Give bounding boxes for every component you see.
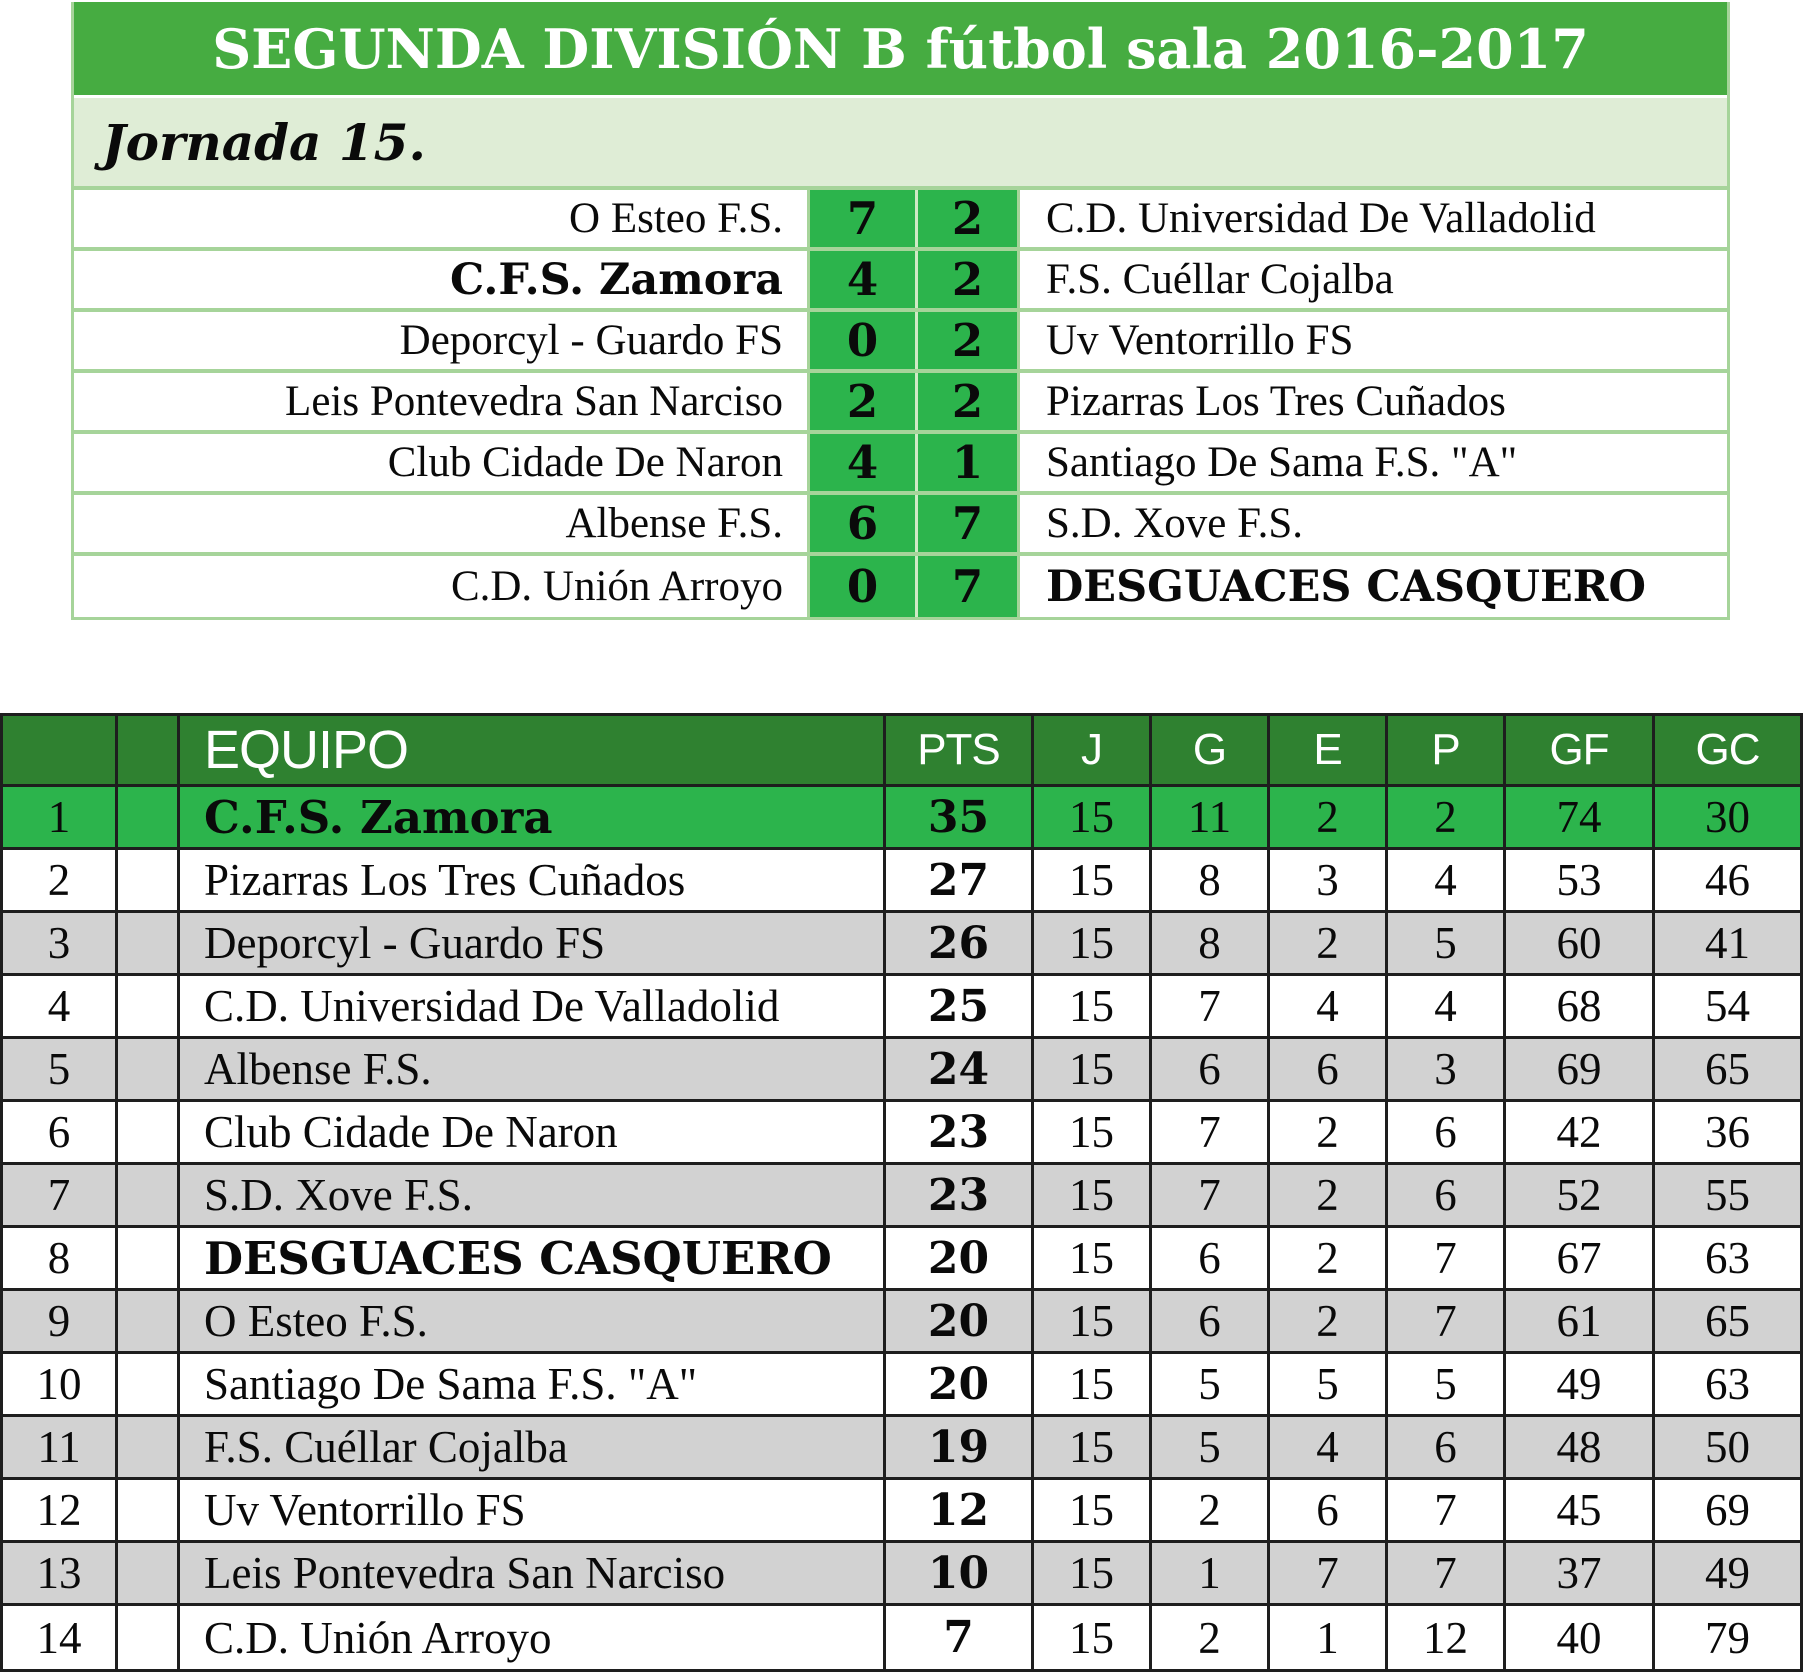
results-title-bar bbox=[74, 2, 1727, 95]
standings-row bbox=[3, 850, 1800, 913]
away-team-cell: Pizarras Los Tres Cuñados bbox=[1046, 378, 1506, 425]
gc-cell: 49 bbox=[1652, 1543, 1800, 1603]
match-row bbox=[74, 312, 1727, 373]
gf-cell: 40 bbox=[1503, 1606, 1652, 1669]
standings-row bbox=[3, 1417, 1800, 1480]
pts-cell: 23 bbox=[883, 1165, 1031, 1225]
movement-cell bbox=[115, 1228, 177, 1288]
match-row bbox=[74, 251, 1727, 312]
away-score-cell: 1 bbox=[918, 434, 1020, 491]
away-team-cell: C.D. Universidad De Valladolid bbox=[1046, 195, 1596, 242]
j-cell: 15 bbox=[1031, 1039, 1149, 1099]
header-cell-position bbox=[3, 716, 115, 784]
header-cell-g: G bbox=[1149, 716, 1267, 784]
position-cell: 5 bbox=[47, 1044, 71, 1094]
team-cell: Albense F.S. bbox=[177, 1039, 883, 1099]
pts-cell: 19 bbox=[883, 1417, 1031, 1477]
j-cell: 15 bbox=[1031, 850, 1149, 910]
g-cell: 2 bbox=[1149, 1606, 1267, 1669]
standings-table bbox=[0, 713, 1803, 1672]
team-cell: Uv Ventorrillo FS bbox=[177, 1480, 883, 1540]
position-cell: 12 bbox=[36, 1485, 82, 1535]
g-cell: 7 bbox=[1149, 1102, 1267, 1162]
e-cell: 2 bbox=[1267, 913, 1385, 973]
p-cell: 7 bbox=[1385, 1480, 1503, 1540]
pts-cell: 20 bbox=[883, 1291, 1031, 1351]
j-cell: 15 bbox=[1031, 1228, 1149, 1288]
e-cell: 2 bbox=[1267, 1102, 1385, 1162]
pts-cell: 10 bbox=[883, 1543, 1031, 1603]
match-list bbox=[74, 190, 1727, 617]
team-cell: DESGUACES CASQUERO bbox=[177, 1228, 883, 1288]
gc-cell: 65 bbox=[1652, 1039, 1800, 1099]
j-cell: 15 bbox=[1031, 1543, 1149, 1603]
gf-cell: 74 bbox=[1503, 787, 1652, 847]
gc-cell: 69 bbox=[1652, 1480, 1800, 1540]
e-cell: 2 bbox=[1267, 1291, 1385, 1351]
position-cell: 7 bbox=[47, 1170, 71, 1220]
j-cell: 15 bbox=[1031, 1102, 1149, 1162]
match-row bbox=[74, 556, 1727, 617]
e-cell: 1 bbox=[1267, 1606, 1385, 1669]
p-cell: 7 bbox=[1385, 1291, 1503, 1351]
away-score-cell: 2 bbox=[918, 190, 1020, 247]
team-cell: S.D. Xove F.S. bbox=[177, 1165, 883, 1225]
g-cell: 5 bbox=[1149, 1417, 1267, 1477]
g-cell: 6 bbox=[1149, 1228, 1267, 1288]
position-cell: 8 bbox=[47, 1233, 71, 1283]
j-cell: 15 bbox=[1031, 1606, 1149, 1669]
e-cell: 7 bbox=[1267, 1543, 1385, 1603]
g-cell: 8 bbox=[1149, 913, 1267, 973]
g-cell: 7 bbox=[1149, 976, 1267, 1036]
home-score-cell: 7 bbox=[807, 190, 918, 247]
j-cell: 15 bbox=[1031, 1165, 1149, 1225]
results-table bbox=[71, 2, 1730, 620]
gc-cell: 41 bbox=[1652, 913, 1800, 973]
j-cell: 15 bbox=[1031, 976, 1149, 1036]
gf-cell: 69 bbox=[1503, 1039, 1652, 1099]
g-cell: 5 bbox=[1149, 1354, 1267, 1414]
e-cell: 3 bbox=[1267, 850, 1385, 910]
g-cell: 11 bbox=[1149, 787, 1267, 847]
gf-cell: 45 bbox=[1503, 1480, 1652, 1540]
standings-row bbox=[3, 1606, 1800, 1669]
j-cell: 15 bbox=[1031, 1291, 1149, 1351]
p-cell: 2 bbox=[1385, 787, 1503, 847]
gc-cell: 54 bbox=[1652, 976, 1800, 1036]
standings-row bbox=[3, 1102, 1800, 1165]
gc-cell: 63 bbox=[1652, 1354, 1800, 1414]
header-cell-gc: GC bbox=[1652, 716, 1800, 784]
e-cell: 6 bbox=[1267, 1480, 1385, 1540]
match-row bbox=[74, 190, 1727, 251]
team-cell: C.F.S. Zamora bbox=[177, 787, 883, 847]
header-cell-equipo: EQUIPO bbox=[177, 716, 883, 784]
movement-cell bbox=[115, 976, 177, 1036]
gf-cell: 60 bbox=[1503, 913, 1652, 973]
e-cell: 5 bbox=[1267, 1354, 1385, 1414]
team-cell: Pizarras Los Tres Cuñados bbox=[177, 850, 883, 910]
movement-cell bbox=[115, 787, 177, 847]
header-cell-e: E bbox=[1267, 716, 1385, 784]
standings-row bbox=[3, 1354, 1800, 1417]
position-cell: 9 bbox=[47, 1296, 71, 1346]
j-cell: 15 bbox=[1031, 1480, 1149, 1540]
p-cell: 5 bbox=[1385, 913, 1503, 973]
home-score-cell: 0 bbox=[807, 556, 918, 617]
position-cell: 10 bbox=[36, 1359, 82, 1409]
g-cell: 6 bbox=[1149, 1291, 1267, 1351]
movement-cell bbox=[115, 1291, 177, 1351]
home-team-cell: Albense F.S. bbox=[565, 500, 783, 547]
header-cell-pts: PTS bbox=[883, 716, 1031, 784]
position-cell: 2 bbox=[47, 855, 71, 905]
j-cell: 15 bbox=[1031, 913, 1149, 973]
gc-cell: 50 bbox=[1652, 1417, 1800, 1477]
header-cell-j: J bbox=[1031, 716, 1149, 784]
e-cell: 4 bbox=[1267, 976, 1385, 1036]
home-score-cell: 6 bbox=[807, 495, 918, 552]
e-cell: 2 bbox=[1267, 1165, 1385, 1225]
gc-cell: 55 bbox=[1652, 1165, 1800, 1225]
team-cell: Deporcyl - Guardo FS bbox=[177, 913, 883, 973]
p-cell: 7 bbox=[1385, 1228, 1503, 1288]
gf-cell: 61 bbox=[1503, 1291, 1652, 1351]
standings-row bbox=[3, 976, 1800, 1039]
pts-cell: 26 bbox=[883, 913, 1031, 973]
team-cell: Leis Pontevedra San Narciso bbox=[177, 1543, 883, 1603]
e-cell: 2 bbox=[1267, 1228, 1385, 1288]
away-score-cell: 7 bbox=[918, 556, 1020, 617]
standings-body bbox=[3, 787, 1800, 1669]
team-cell: Club Cidade De Naron bbox=[177, 1102, 883, 1162]
team-cell: F.S. Cuéllar Cojalba bbox=[177, 1417, 883, 1477]
pts-cell: 35 bbox=[883, 787, 1031, 847]
movement-cell bbox=[115, 1543, 177, 1603]
position-cell: 13 bbox=[36, 1548, 82, 1598]
position-cell: 11 bbox=[37, 1422, 81, 1472]
gf-cell: 48 bbox=[1503, 1417, 1652, 1477]
standings-row bbox=[3, 787, 1800, 850]
gc-cell: 79 bbox=[1652, 1606, 1800, 1669]
team-cell: O Esteo F.S. bbox=[177, 1291, 883, 1351]
jornada-label: Jornada 15. bbox=[102, 112, 426, 172]
standings-row bbox=[3, 1480, 1800, 1543]
movement-cell bbox=[115, 1039, 177, 1099]
gc-cell: 36 bbox=[1652, 1102, 1800, 1162]
position-cell: 4 bbox=[47, 981, 71, 1031]
gc-cell: 65 bbox=[1652, 1291, 1800, 1351]
gf-cell: 37 bbox=[1503, 1543, 1652, 1603]
away-team-cell: F.S. Cuéllar Cojalba bbox=[1046, 256, 1394, 303]
position-cell: 3 bbox=[47, 918, 71, 968]
match-row bbox=[74, 495, 1727, 556]
pts-cell: 7 bbox=[883, 1606, 1031, 1669]
header-cell-gf: GF bbox=[1503, 716, 1652, 784]
match-row bbox=[74, 434, 1727, 495]
movement-cell bbox=[115, 1165, 177, 1225]
g-cell: 2 bbox=[1149, 1480, 1267, 1540]
away-team-cell: DESGUACES CASQUERO bbox=[1046, 561, 1646, 612]
away-score-cell: 2 bbox=[918, 373, 1020, 430]
standings-row bbox=[3, 1291, 1800, 1354]
jornada-row bbox=[74, 95, 1727, 190]
pts-cell: 27 bbox=[883, 850, 1031, 910]
p-cell: 5 bbox=[1385, 1354, 1503, 1414]
e-cell: 2 bbox=[1267, 787, 1385, 847]
header-cell-p: P bbox=[1385, 716, 1503, 784]
home-score-cell: 0 bbox=[807, 312, 918, 369]
position-cell: 14 bbox=[36, 1612, 82, 1663]
gc-cell: 63 bbox=[1652, 1228, 1800, 1288]
home-team-cell: C.F.S. Zamora bbox=[449, 254, 783, 305]
standings-header-row bbox=[3, 716, 1800, 787]
movement-cell bbox=[115, 1417, 177, 1477]
match-row bbox=[74, 373, 1727, 434]
movement-cell bbox=[115, 1606, 177, 1669]
gf-cell: 68 bbox=[1503, 976, 1652, 1036]
j-cell: 15 bbox=[1031, 1354, 1149, 1414]
away-score-cell: 2 bbox=[918, 251, 1020, 308]
position-cell: 6 bbox=[47, 1107, 71, 1157]
gf-cell: 67 bbox=[1503, 1228, 1652, 1288]
header-cell-movement bbox=[115, 716, 177, 784]
movement-cell bbox=[115, 1102, 177, 1162]
gc-cell: 46 bbox=[1652, 850, 1800, 910]
j-cell: 15 bbox=[1031, 1417, 1149, 1477]
gc-cell: 30 bbox=[1652, 787, 1800, 847]
p-cell: 6 bbox=[1385, 1417, 1503, 1477]
position-cell: 1 bbox=[47, 792, 71, 842]
team-cell: C.D. Unión Arroyo bbox=[177, 1606, 883, 1669]
movement-cell bbox=[115, 913, 177, 973]
away-score-cell: 2 bbox=[918, 312, 1020, 369]
g-cell: 8 bbox=[1149, 850, 1267, 910]
standings-row bbox=[3, 1228, 1800, 1291]
standings-row bbox=[3, 913, 1800, 976]
home-team-cell: Club Cidade De Naron bbox=[387, 439, 783, 486]
p-cell: 12 bbox=[1385, 1606, 1503, 1669]
pts-cell: 23 bbox=[883, 1102, 1031, 1162]
p-cell: 4 bbox=[1385, 976, 1503, 1036]
away-team-cell: Santiago De Sama F.S. "A" bbox=[1046, 439, 1518, 486]
home-team-cell: Leis Pontevedra San Narciso bbox=[285, 378, 783, 425]
standings-row bbox=[3, 1165, 1800, 1228]
home-score-cell: 4 bbox=[807, 434, 918, 491]
home-score-cell: 2 bbox=[807, 373, 918, 430]
p-cell: 3 bbox=[1385, 1039, 1503, 1099]
g-cell: 7 bbox=[1149, 1165, 1267, 1225]
p-cell: 4 bbox=[1385, 850, 1503, 910]
home-team-cell: C.D. Unión Arroyo bbox=[450, 563, 783, 610]
away-team-cell: Uv Ventorrillo FS bbox=[1046, 317, 1354, 364]
pts-cell: 25 bbox=[883, 976, 1031, 1036]
pts-cell: 24 bbox=[883, 1039, 1031, 1099]
home-team-cell: Deporcyl - Guardo FS bbox=[399, 317, 783, 364]
team-cell: C.D. Universidad De Valladolid bbox=[177, 976, 883, 1036]
movement-cell bbox=[115, 1480, 177, 1540]
movement-cell bbox=[115, 850, 177, 910]
e-cell: 4 bbox=[1267, 1417, 1385, 1477]
pts-cell: 20 bbox=[883, 1354, 1031, 1414]
team-cell: Santiago De Sama F.S. "A" bbox=[177, 1354, 883, 1414]
g-cell: 1 bbox=[1149, 1543, 1267, 1603]
away-score-cell: 7 bbox=[918, 495, 1020, 552]
g-cell: 6 bbox=[1149, 1039, 1267, 1099]
p-cell: 6 bbox=[1385, 1165, 1503, 1225]
p-cell: 6 bbox=[1385, 1102, 1503, 1162]
home-score-cell: 4 bbox=[807, 251, 918, 308]
gf-cell: 53 bbox=[1503, 850, 1652, 910]
standings-row bbox=[3, 1039, 1800, 1102]
standings-row bbox=[3, 1543, 1800, 1606]
gf-cell: 52 bbox=[1503, 1165, 1652, 1225]
away-team-cell: S.D. Xove F.S. bbox=[1046, 500, 1303, 547]
gf-cell: 49 bbox=[1503, 1354, 1652, 1414]
e-cell: 6 bbox=[1267, 1039, 1385, 1099]
pts-cell: 12 bbox=[883, 1480, 1031, 1540]
movement-cell bbox=[115, 1354, 177, 1414]
pts-cell: 20 bbox=[883, 1228, 1031, 1288]
p-cell: 7 bbox=[1385, 1543, 1503, 1603]
gf-cell: 42 bbox=[1503, 1102, 1652, 1162]
results-title: SEGUNDA DIVISIÓN B fútbol sala 2016-2017 bbox=[212, 16, 1589, 81]
home-team-cell: O Esteo F.S. bbox=[569, 195, 783, 242]
j-cell: 15 bbox=[1031, 787, 1149, 847]
